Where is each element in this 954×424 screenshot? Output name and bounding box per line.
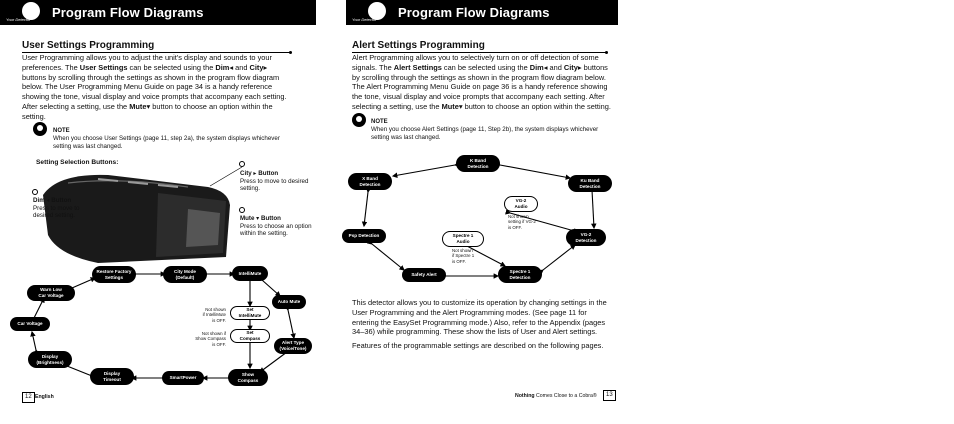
node-warn-low-voltage: Warn Low Car Voltage xyxy=(27,285,75,301)
node-car-voltage: Car Voltage xyxy=(10,317,50,331)
badge-tag-right: Your Detector xyxy=(352,17,377,22)
city-button-label: City ▸ Button Press to move to desired setting. xyxy=(240,170,309,193)
user-note-heading: NOTE xyxy=(53,128,70,134)
node-auto-mute: Auto Mute xyxy=(272,295,306,309)
alert-body-paragraph: This detector allows you to customize its operation by changing settings in the User Programming and the Alert Programming modes. (See page 11 for entering the EasySet Programming mode.) Also, refer to the Appendix (pages 34–36) while programming. These show the lists of User and Alert settings. xyxy=(352,298,607,337)
alert-note-text: When you choose Alert Settings (page 11, Step 2b), the system displays whichever setting was last changed. xyxy=(371,126,599,142)
alert-intro-paragraph: Alert Programming allows you to selectively turn on or off detection of some signals. The Alert Settings can be selected using the Dim◂ and City▸ buttons by scrolling through the settings as shown in the program flow diagram below. The Alert Programming Menu Guide on page 36 is a handy reference showing the tone, visual display and voice prompts that accompany each setting. After selecting a setting, use the Mute▾ button to choose an option within the setting. xyxy=(352,53,611,111)
node-restore-factory: Restore Factory Settings xyxy=(92,266,136,283)
footer-right-tagline: Nothing Comes Close to a Cobra® xyxy=(515,393,597,399)
mute-button-label: Mute ▾ Button Press to choose an option within the setting. xyxy=(240,215,312,238)
page-number-left: 12 xyxy=(22,392,35,403)
alert-note-heading: NOTE xyxy=(371,119,388,125)
node-show-compass: Show Compass xyxy=(228,369,268,386)
buttons-heading: Setting Selection Buttons: xyxy=(36,159,119,166)
alert-features-paragraph: Features of the programmable settings are described on the following pages. xyxy=(352,341,604,350)
footer-left-english: English xyxy=(35,394,54,400)
user-heading-text: User Settings Programming xyxy=(22,40,155,51)
alert-node-spectre-audio: Spectre 1 Audio xyxy=(442,231,484,247)
node-display-brightness: Display (Brightness) xyxy=(28,351,72,368)
alert-node-spectre-detection: Spectre 1 Detection xyxy=(498,266,542,283)
alert-node-ku-band: Ku Band Detection xyxy=(568,175,612,192)
alert-node-x-band: X Band Detection xyxy=(348,173,392,190)
user-note-text: When you choose User Settings (page 11, step 2a), the system displays whichever setting was last changed. xyxy=(53,135,280,151)
node-smartpower: SmartPower xyxy=(162,371,204,385)
page-title-left: Program Flow Diagrams xyxy=(52,5,204,20)
alert-node-k-band: K Band Detection xyxy=(456,155,500,172)
alert-node-vg2-audio: VG-2 Audio xyxy=(504,196,538,212)
node-display-timeout: Display Timeout xyxy=(90,368,134,385)
dim-button-label: Dim ◂ Button Press to move to desired setting. xyxy=(33,197,80,220)
alert-node-vg2-detection: VG-2 Detection xyxy=(566,229,606,246)
user-intro-paragraph: User Programming allows you to adjust the unit's display and sounds to your preferences. The User Settings can be selected using the Dim◂ and City▸ buttons by scrolling through the settings as shown in the program flow diagram below. The User Programming Menu Guide on page 34 is a handy reference showing the tone, visual display and voice prompts that accompany each setting. After selecting a setting, use the Mute▾ button to choose an option within the setting. xyxy=(22,53,287,121)
not-shown-compass-note: Not shown if Show Compass is OFF. xyxy=(195,331,226,347)
not-shown-vg2-note: Not shown setting if VG-2 is OFF. xyxy=(508,214,536,230)
not-shown-intellimute-note: Not shown if IntelliMute is OFF. xyxy=(202,307,226,323)
node-set-intellimute: Set IntelliMute xyxy=(230,306,270,320)
node-alert-type: Alert Type (Voice/Tone) xyxy=(274,338,312,354)
node-intellimute: IntelliMute xyxy=(232,266,268,281)
node-set-compass: Set Compass xyxy=(230,329,270,343)
node-city-mode: City Mode (Default) xyxy=(163,266,207,283)
alert-node-psp: Psp Detection xyxy=(342,229,386,243)
not-shown-spectre-note: Not shown if Spectre 1 is OFF. xyxy=(452,248,475,264)
alert-heading-text: Alert Settings Programming xyxy=(352,40,485,51)
page-number-right: 13 xyxy=(603,390,616,401)
badge-tag: Your Detector xyxy=(6,17,31,22)
page-title-right: Program Flow Diagrams xyxy=(398,5,550,20)
alert-node-safety-alert: Safety Alert xyxy=(402,268,446,282)
